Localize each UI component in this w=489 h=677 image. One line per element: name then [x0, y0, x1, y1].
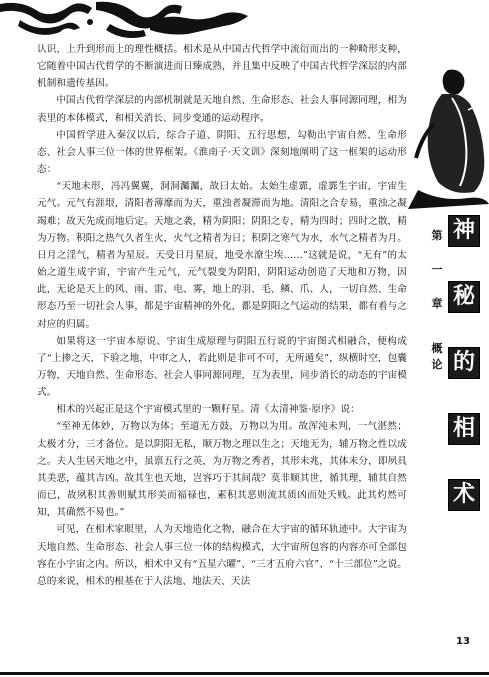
- paragraph-6: 可见，在相术家眼里，人为天地造化之物，融合在大宇宙的循环轨迹中。大宇宙为天地自然、生命形态、社会人事三位一体的结构模式，大宇宙所包容的内容亦可全部包容在小宇宙之内。所以，相术中又有“五星六曜”、“三才五府六官”、“十三部位”之说。总的来说，相术的根基在于人法地、地法天、天法: [37, 524, 407, 587]
- figure-illustration: [408, 64, 489, 209]
- paragraph-2: 中国古代哲学深层的内部机制就是天地自然、生命形态、社会人事同源同理，相为表里的本体模式，和相关消长、同步变通的运动程序。: [37, 95, 407, 124]
- title-char: 秘: [448, 281, 480, 313]
- paragraph-1: 认识，上升到形而上的理性概括。相术是从中国古代哲学中流衍而出的一种畸形支种，它随着中国古代哲学的不断演进而日臻成熟，并且集中反映了中国古代哲学深层的内部机制和遗传基因。: [37, 44, 407, 90]
- label-char: 论: [431, 358, 443, 371]
- header-decoration: [0, 0, 489, 42]
- chapter-sidebar: [430, 215, 480, 505]
- dragon-icon: [0, 2, 182, 38]
- chapter-char: 一: [431, 263, 443, 276]
- paragraph-5: 相术的兴起正是这个宇宙模式里的一颗籽星。清《太清神鉴·原序》说：: [56, 404, 360, 416]
- title-char: 的: [448, 347, 480, 379]
- body-text: [37, 41, 407, 590]
- paragraph-4: 如果将这一宇宙本原说、宇宙生成原理与阴阳五行说的宇宙图式相融合，便构成了“上掺之天，下验之地，中审之人，若此则是非可不可，无所遁矣”，纵横时空，包囊万物，天地自然、生命形态、社会人事同源同理，互为表里，同步消长的动态的宇宙模式。: [37, 335, 407, 399]
- title-char: 相: [448, 413, 480, 445]
- chapter-label: [430, 341, 444, 373]
- chapter-char: 章: [431, 297, 443, 310]
- quote-2: “至神无体妙，万物以为体；至道无方鼓，万物以为用。故浑沌未判，一气湛然；太极才分，三才备位。是以阴阳无私，顺万物之理以生之；天地无为，辅万物之性以成之。夫人生居天地之中，虽禀五行之英，为万物之秀者，其形未兆，其体未分，即夙具其美恶，蕴其吉凶。故其生也天地，岂容巧于其间哉？莫非顺其世，循其理，辅其自然而已，故夙积其善则赋其形美而福禄也，素积其恶则流其质凶而处夭贱。此其灼然可知，其确然不易也。”: [37, 421, 407, 519]
- chapter-number: [430, 219, 444, 321]
- book-title: [448, 215, 480, 545]
- paragraph-3: 中国哲学进入秦汉以后，综合子道、阴阳、五行思想，勾勒出宇宙自然、生命形态、社会人事三位一体的世界框架。《淮南子·天文训》深刻地阐明了这一框架的运动形态：: [37, 129, 407, 176]
- title-char: 术: [448, 479, 480, 511]
- chapter-char: 第: [431, 229, 443, 242]
- title-char: 神: [448, 215, 480, 247]
- immortal-figure-icon: [408, 70, 489, 209]
- footer-rule: [0, 672, 489, 675]
- page-number: 13: [456, 636, 470, 647]
- label-char: 概: [431, 342, 443, 355]
- quote-1: “天地未形，冯冯翼翼，洞洞灟灟，故曰太始。太始生虚霩，虚霩生宇宙，宇宙生元气。元气有涯垠，清阳者薄靡而为天，重浊者凝滞而为地。清阳之合专易，重浊之凝竭难；故天先成而地后定。天地之袭，精为阴阳；阴阳之专，精为四时；四时之散，精为万物。积阳之热气久者生火，火气之精者为日；积阴之寒气为水，水气之精者为月。日月之淫气，精者为星辰。天受日月星辰，地受水潦尘埃……”这就是说，“无有”的太始之道生成宇宙，宇宙产生元气，元气裂变为阴阳，阴阳运动创造了天地和万物，因此，无论是天上的风、雨、雷、电、雾，地上的羽、毛、鳞、爪、人，一切自然、生命形态乃至一切社会人事，都是宇宙精神的外化，都是阴阳之气运动的结果，都有着与之对应的归属。: [37, 181, 407, 330]
